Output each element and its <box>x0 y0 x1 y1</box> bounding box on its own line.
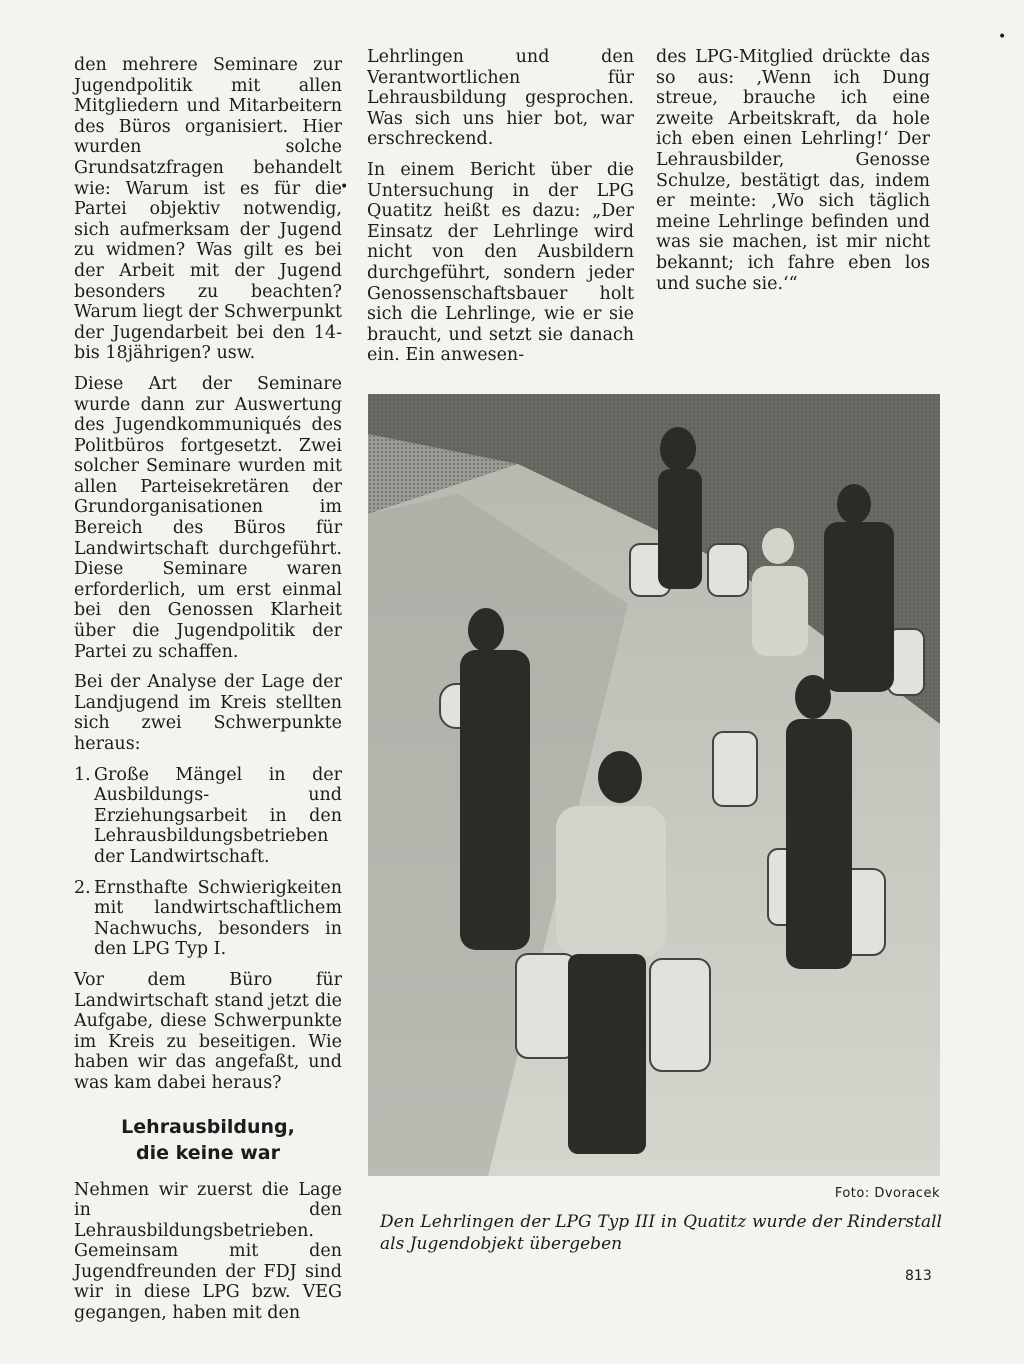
list-item-text: Ernsthafte Schwierigkeiten mit landwirtschaftlichem Nachwuchs, besonders in den LPG Typ I. <box>94 877 342 960</box>
paragraph: Vor dem Büro für Landwirtschaft stand jetzt die Aufgabe, diese Schwerpunkte im Kreis zu beseitigen. Wie haben wir das angefaßt, und was kam dabei heraus? <box>74 969 342 1093</box>
paragraph: den mehrere Seminare zur Jugendpolitik mit allen Mitgliedern und Mitarbeitern des Büros organisiert. Hier wurden solche Grundsatzfragen behandelt wie: Warum ist es für die Partei objektiv notwendig, sich aufmerksam der Jugend zu widmen? Was gilt es bei der Arbeit mit der Jugend besonders zu beachten? Warum liegt der Schwerpunkt der Jugendarbeit bei den 14- bis 18jährigen? usw. <box>74 55 342 364</box>
photo-illustration <box>368 394 940 1176</box>
paragraph: Lehrlingen und den Verantwortlichen für Lehrausbildung gesprochen. Was sich uns hier bot, war erschreckend. <box>367 47 634 150</box>
paragraph: des LPG-Mitglied drückte das so aus: ‚Wenn ich Dung streue, brauche ich eine zweite Arbeitskraft, da hole ich eben einen Lehrling!‘ Der Lehrausbilder, Genosse Schulze, bestätigt das, indem er meinte: ‚Wo sich täglich meine Lehrlinge befinden und was sie machen, ist mir nicht bekannt; ich fahre eben los und suche sie.‘“ <box>656 47 930 294</box>
section-heading <box>74 1114 342 1166</box>
paragraph: Bei der Analyse der Lage der Landjugend im Kreis stellten sich zwei Schwerpunkte heraus: <box>74 672 342 754</box>
photo-caption: Den Lehrlingen der LPG Typ III in Quatitz wurde der Rinderstall als Jugendobjekt übergeben <box>380 1212 942 1254</box>
margin-dot: • <box>998 29 1007 45</box>
list-number: 1. <box>74 764 91 785</box>
list-item <box>74 878 342 960</box>
photo-credit: Foto: Dvoracek <box>834 1186 940 1201</box>
heading-line: die keine war <box>136 1141 280 1164</box>
list-item <box>74 765 342 868</box>
text-column-3 <box>656 47 930 304</box>
margin-dot: • <box>340 179 349 195</box>
page-number: 813 <box>905 1268 932 1284</box>
photograph <box>368 394 940 1176</box>
paragraph: In einem Bericht über die Untersuchung in der LPG Quatitz heißt es dazu: „Der Einsatz der Lehrlinge wird nicht von den Ausbildern durchgeführt, sondern jeder Genossenschaftsbauer holt sich die Lehrlinge, wie er sie braucht, und setzt sie danach ein. Ein anwesen- <box>367 159 634 366</box>
paragraph: Diese Art der Seminare wurde dann zur Auswertung des Jugendkommuniqués des Politbüros fortgesetzt. Zwei solcher Seminare wurden mit allen Parteisekretären der Grundorganisationen im Bereich des Büros für Landwirtschaft durchgeführt. Diese Seminare waren erforderlich, um erst einmal bei den Genossen Klarheit über die Jugendpolitik der Partei zu schaffen. <box>74 373 342 662</box>
paragraph: Nehmen wir zuerst die Lage in den Lehrausbildungsbetrieben. Gemeinsam mit den Jugendfreunden der FDJ sind wir in diese LPG bzw. VEG gegangen, haben mit den <box>74 1179 342 1324</box>
list-item-text: Große Mängel in der Ausbildungs- und Erziehungsarbeit in den Lehrausbildungsbetrieben der Landwirtschaft. <box>94 764 342 867</box>
heading-line: Lehrausbildung, <box>121 1115 295 1138</box>
numbered-list <box>74 765 342 960</box>
list-number: 2. <box>74 877 91 898</box>
text-column-2 <box>367 47 634 376</box>
text-column-1 <box>74 55 342 1334</box>
